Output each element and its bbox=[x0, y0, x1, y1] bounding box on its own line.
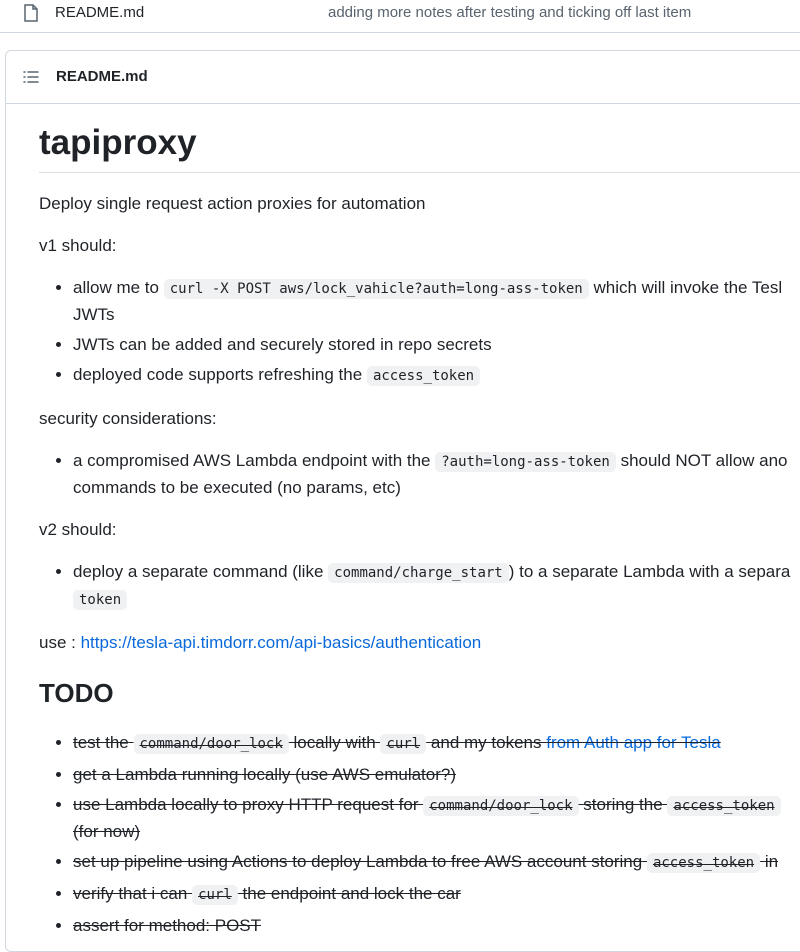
inline-code: curl bbox=[380, 734, 426, 754]
file-row[interactable] bbox=[0, 0, 800, 33]
list-item: • use Lambda locally to proxy HTTP request for command/door_lock storing the access_token (for now) bbox=[73, 792, 800, 844]
auth-app-link[interactable]: from Auth app for Tesla bbox=[546, 733, 721, 752]
file-icon bbox=[23, 4, 39, 22]
list-item: • deployed code supports refreshing the access_token bbox=[73, 362, 800, 389]
inline-code: token bbox=[73, 590, 127, 610]
file-name-link[interactable]: README.md bbox=[55, 4, 145, 21]
use-line: use : https://tesla-api.timdorr.com/api-basics/authentication bbox=[39, 633, 482, 652]
v1-list bbox=[39, 275, 800, 389]
readme-header bbox=[6, 51, 800, 104]
v2-heading: v2 should: bbox=[39, 520, 117, 539]
security-list bbox=[39, 448, 800, 500]
intro-text: Deploy single request action proxies for automation bbox=[39, 194, 426, 213]
outline-list-icon[interactable] bbox=[23, 69, 39, 85]
readme-header-title: README.md bbox=[56, 68, 148, 85]
list-item: • test the command/door_lock locally with curl and my tokens from Auth app for Tesla bbox=[73, 730, 800, 757]
list-item: • get a Lambda running locally (use AWS emulator?) bbox=[73, 762, 800, 787]
inline-code: access_token bbox=[367, 366, 480, 386]
v2-list bbox=[39, 559, 800, 613]
inline-code: curl -X POST aws/lock_vahicle?auth=long-ass-token bbox=[164, 279, 589, 299]
v1-heading: v1 should: bbox=[39, 236, 117, 255]
inline-code: access_token bbox=[667, 796, 780, 816]
readme-panel bbox=[5, 50, 800, 952]
list-item: • deploy a separate command (like command/charge_start ) to a separate Lambda with a separa token bbox=[73, 559, 800, 613]
list-item: • assert for method: POST bbox=[73, 913, 800, 938]
inline-code: command/door_lock bbox=[134, 734, 289, 754]
inline-code: ?auth=long-ass-token bbox=[435, 452, 616, 472]
todo-heading: TODO bbox=[39, 678, 114, 708]
readme-title: tapiproxy bbox=[39, 121, 800, 173]
inline-code: command/charge_start bbox=[328, 563, 509, 583]
list-item: • JWTs can be added and securely stored in repo secrets bbox=[73, 332, 800, 357]
inline-code: curl bbox=[192, 885, 238, 905]
list-item: • set up pipeline using Actions to deploy Lambda to free AWS account storing access_token in bbox=[73, 849, 800, 876]
auth-docs-link[interactable]: https://tesla-api.timdorr.com/api-basics/authentication bbox=[80, 633, 482, 652]
list-item: • allow me to curl -X POST aws/lock_vahicle?auth=long-ass-token which will invoke the Tesl JWTs bbox=[73, 275, 800, 327]
list-item: • a compromised AWS Lambda endpoint with the ?auth=long-ass-token should NOT allow ano commands to be executed (no params, etc) bbox=[73, 448, 800, 500]
list-item: • verify that i can curl the endpoint and lock the car bbox=[73, 881, 800, 908]
inline-code: access_token bbox=[647, 853, 760, 873]
markdown-body bbox=[39, 121, 800, 938]
commit-message-link[interactable]: adding more notes after testing and ticking off last item bbox=[328, 4, 692, 21]
inline-code: command/door_lock bbox=[423, 796, 578, 816]
todo-list bbox=[39, 730, 800, 938]
security-heading: security considerations: bbox=[39, 409, 217, 428]
